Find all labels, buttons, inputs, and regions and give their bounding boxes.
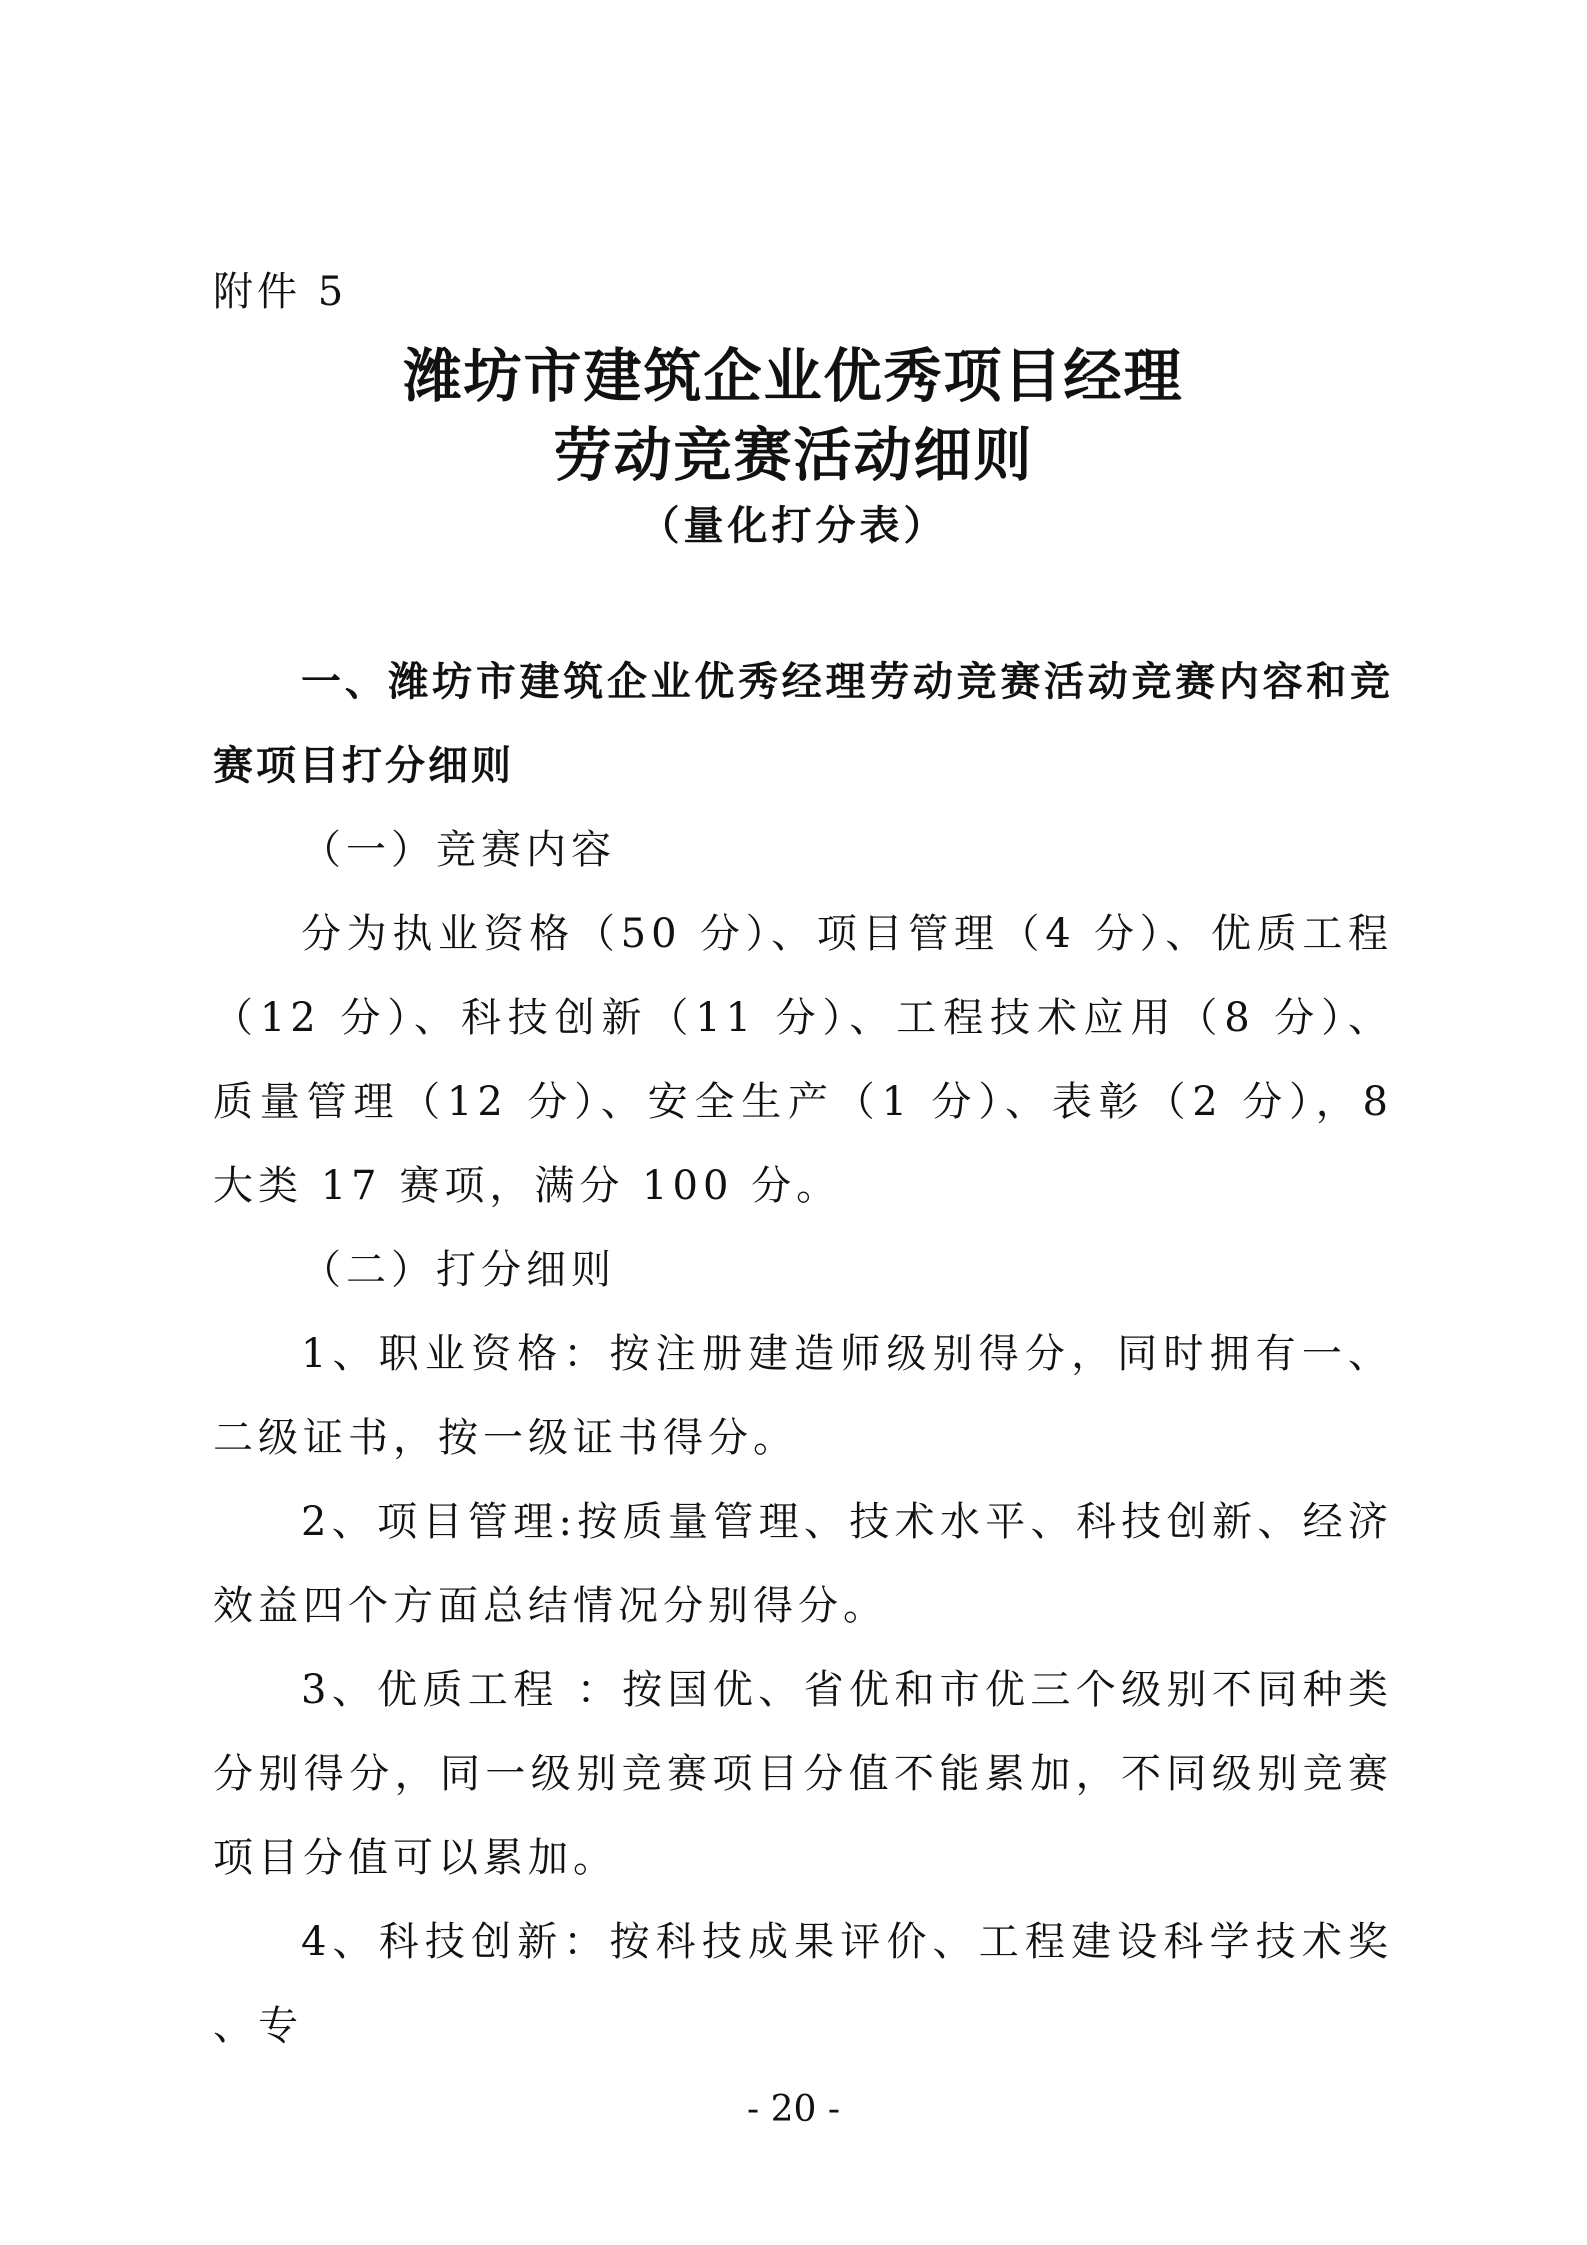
section1-heading: 一、潍坊市建筑企业优秀经理劳动竞赛活动竞赛内容和竞赛项目打分细则 (213, 658, 1393, 789)
rule-item-1: 1、职业资格：按注册建造师级别得分，同时拥有一、二级证书，按一级证书得分。 (213, 1331, 1393, 1461)
attachment-label: 附件 5 (213, 269, 348, 315)
document-title-line1: 潍坊市建筑企业优秀项目经理 (403, 342, 1184, 410)
document-body (213, 640, 1393, 2068)
sub2-heading: （二）打分细则 (301, 1247, 616, 1293)
page-number: - 20 - (746, 2089, 841, 2130)
rule-item-3: 3、优质工程 ：按国优、省优和市优三个级别不同种类分别得分，同一级别竞赛项目分值不能累加，不同级别竞赛项目分值可以累加。 (213, 1667, 1393, 1881)
document-title-line2: 劳动竞赛活动细则 (553, 421, 1034, 489)
sub1-heading: （一）竞赛内容 (301, 827, 616, 873)
document-subtitle: （量化打分表） (639, 502, 948, 549)
rule-item-2: 2、项目管理:按质量管理、技术水平、科技创新、经济效益四个方面总结情况分别得分。 (213, 1499, 1393, 1629)
rule-item-4: 4、科技创新：按科技成果评价、工程建设科学技术奖 、专 (213, 1919, 1393, 2049)
sub1-text: 分为执业资格（50 分）、项目管理（4 分）、优质工程（12 分）、科技创新（11 分）、工程技术应用（8 分）、质量管理（12 分）、安全生产（1 分）、表彰（2 分），8 大类 17 赛项，满分 100 分。 (213, 911, 1393, 1209)
